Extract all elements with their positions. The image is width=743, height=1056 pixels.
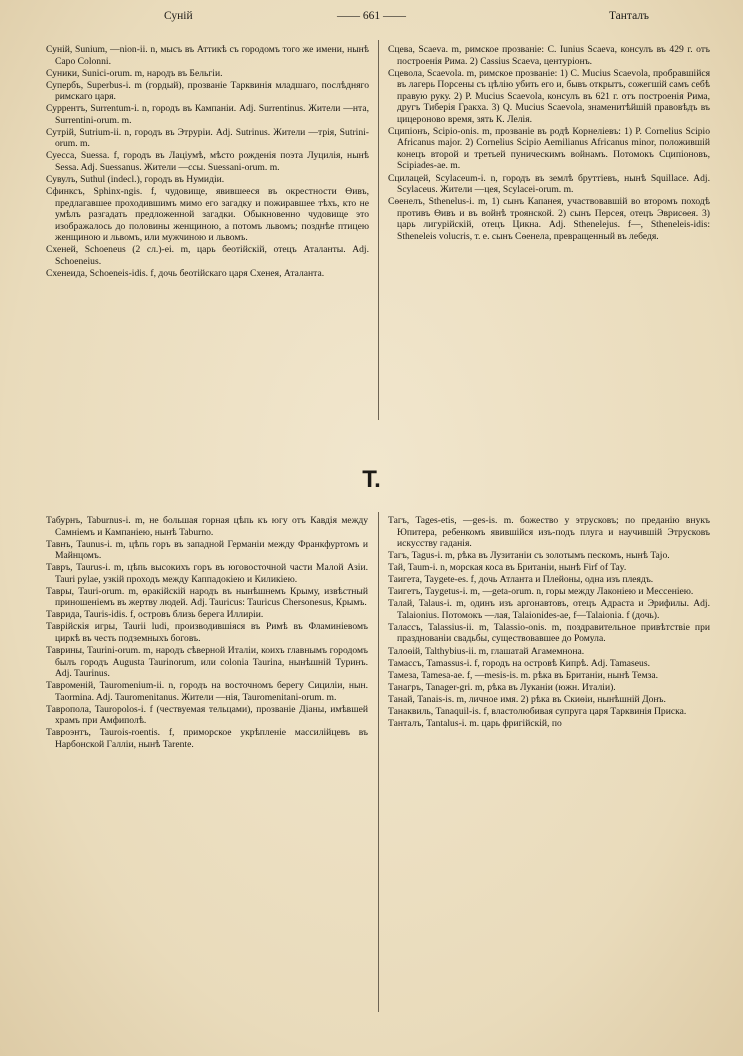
page-number: —— 661 —— xyxy=(337,10,406,22)
dictionary-entry: Сцевола, Scaevola. m, римское прозваніе: 1) C. Mucius Scaevola, пробравшійся въ лагерь Порсены съ цѣлію убить его и, бывъ открытъ, сожегшій самъ себѣ правую руку. 2) P. Mucius Scaevola, консулъ въ 621 г. отъ построенія Рима, другъ Тиберія Гракха. 3) Q. Mucius Scaevola, знаменитѣйшій правовѣдъ въ цицероново время, зять К. Лелія. xyxy=(388,67,710,125)
dictionary-entry: Талоѳій, Talthybius-ii. m, глашатай Агамемнона. xyxy=(388,645,585,657)
dictionary-entry: Схеней, Schoeneus (2 сл.)-ei. m, царь беотійскій, отецъ Аталанты. Adj. Schoeneius. xyxy=(46,244,369,267)
dictionary-entry: Танаквиль, Tanaquil-is. f, властолюбивая супруга царя Тарквинія Приска. xyxy=(388,705,687,717)
page-header xyxy=(46,8,697,30)
dictionary-entry: Тай, Taum-i. n, морская коса въ Британіи, нынѣ Firf of Tay. xyxy=(388,562,627,574)
dictionary-entry: Талассъ, Talassius-ii. m, Talassio-onis. m, поздравительное привѣтствіе при празднованіи свадьбы, существовавшее до Ромула. xyxy=(388,621,710,645)
dictionary-entry: Сцилацей, Scylaceum-i. n, городъ въ землѣ бруттіевъ, нынѣ Squillace. Adj. Scylaceus. Жители —цея, Scylacei-orum. m. xyxy=(388,172,710,196)
section-letter-heading: Т. xyxy=(362,466,381,493)
header-right-guide-word: Танталъ xyxy=(608,10,649,22)
dictionary-entry: Тамассъ, Tamassus-i. f, городъ на островѣ Кипрѣ. Adj. Tamaseus. xyxy=(388,657,650,669)
dictionary-entry: Таврины, Taurini-orum. m, народъ сѣверной Италіи, коихъ главнымъ городомъ былъ городъ Augusta Taurinorum, или colonia Taurina, нынѣшній Туринъ. Adj. Taurinus. xyxy=(46,645,368,680)
dictionary-entry: Тавроменій, Tauromenium-ii. n, городъ на восточномъ берегу Сициліи, нын. Taormina. Adj. Tauromenitanus. Жители —нія, Tauromenitani-orum. m. xyxy=(46,680,368,703)
dictionary-entry: Таигета, Taygete-es. f, дочь Атланта и Плейоны, одна изъ плеядъ. xyxy=(388,574,654,586)
dictionary-entry: Танай, Tanais-is. m, личное имя. 2) рѣка въ Скиѳіи, нынѣшній Донъ. xyxy=(388,693,666,705)
dictionary-entry: Талай, Talaus-i. m, одинъ изъ аргонавтовъ, отецъ Адраста и Эрифилы. Adj. Talaionius. Потомокъ —лая, Talaionides-ae, f—Talaionia. f (дочь). xyxy=(388,598,710,621)
dictionary-entry: Схенеида, Schoeneis-idis. f, дочь беотійскаго царя Схенея, Аталанта. xyxy=(46,267,325,279)
dictionary-entry: Таврійскія игры, Taurii ludi, производившіяся въ Римѣ въ Фламиніевомъ циркѣ въ честь подземныхъ боговъ. xyxy=(46,621,368,644)
dictionary-entry: Табурнъ, Taburnus-i. m, не большая горная цѣпь къ югу отъ Кавдія между Самніемъ и Кампаніею, нынѣ Taburno. xyxy=(46,515,368,538)
column-4 xyxy=(388,515,710,730)
dictionary-entry: Тагъ, Tagus-i. m, рѣка въ Лузитаніи съ золотымъ пескомъ, нынѣ Tajo. xyxy=(388,550,670,562)
dictionary-entry: Тавнъ, Taunus-i. m, цѣпь горъ въ западной Германіи между Франкфуртомъ и Майнцомъ. xyxy=(46,538,368,562)
column-2 xyxy=(388,44,710,243)
dictionary-entry: Таигетъ, Taygetus-i. m, —geta-orum. n, горы между Лаконіею и Мессеніею. xyxy=(388,586,694,598)
dictionary-entry: Сѳенелъ, Sthenelus-i. m, 1) сынъ Капанея, участвовавшій во второмъ походѣ противъ Ѳивъ и въ войнѣ троянской. 2) сынъ Персея, отецъ Эврисѳея. 3) царь лигурійскій, отецъ Цикна. Adj. Sthenelejus. f—, Stheneleis-idis: Stheneleis volucris, т. е. сынъ Сѳенела, превращенный въ лебедя. xyxy=(388,196,710,242)
dictionary-entry: Суники, Sunici-orum. m, народъ въ Бельгіи. xyxy=(46,67,223,79)
column-1 xyxy=(46,44,369,280)
dictionary-entry: Сципіонъ, Scipio-onis. m, прозваніе въ родѣ Корнеліевъ: 1) P. Cornelius Scipio Africanus major. 2) Cornelius Scipio Aemilianus Africanus minor, положившій конецъ второй и третьей пуническимъ войнамъ. Потомокъ Сципіоновъ, Scipiades-ae. m. xyxy=(388,125,710,172)
column-divider-top xyxy=(378,40,379,420)
dictionary-entry: Тамеза, Tamesa-ae. f, —mesis-is. m. рѣка въ Британіи, нынѣ Темза. xyxy=(388,669,659,681)
dictionary-entry: Тагъ, Tages-etis, —ges-is. m. божество у этрусковъ; по преданію внукъ Юпитера, ребенкомъ явившійся изъ-подъ плуга и научившій Этрусковъ искусству гаданія. xyxy=(388,515,710,550)
dictionary-entry: Сувулъ, Suthul (indecl.), городъ въ Нумидіи. xyxy=(46,174,225,186)
dictionary-entry: Танталъ, Tantalus-i. m. царь фригійскій, по xyxy=(388,717,562,729)
dictionary-entry: Таврида, Tauris-idis. f, островъ близь берега Иллиріи. xyxy=(46,609,264,621)
column-divider-bottom xyxy=(378,512,379,1012)
dictionary-entry: Суррентъ, Surrentum-i. n, городъ въ Кампаніи. Adj. Surrentinus. Жители —нта, Surrentini-orum. m. xyxy=(46,103,369,126)
header-left-guide-word: Суній xyxy=(164,10,193,22)
dictionary-entry: Супербъ, Superbus-i. m (гордый), прозваніе Тарквинія младшаго, послѣдняго римскаго царя. xyxy=(46,79,369,103)
dictionary-entry: Таврополa, Tauropolos-i. f (чествуемая тельцами), прозваніе Діаны, имѣвшей храмъ при Амфиполѣ. xyxy=(46,703,368,727)
dictionary-entry: Тавры, Tauri-orum. m, ѳракійскій народъ въ нынѣшнемъ Крыму, извѣстный приношеніемъ въ жертву людей. Adj. Tauricus: Tauricus Chersonesus, Крымъ. xyxy=(46,585,368,609)
dictionary-entry: Сфинксъ, Sphinx-ngis. f, чудовище, явившееся въ окрестности Ѳивъ, предлагавшее проходившимъ мимо его загадку и пожиравшее тѣхъ, кто не умѣлъ разгадать предложенной загадки. Обыкновенно чудовище это изображалось до половины женщиною, а потомъ львомъ; позднѣе птицею женщиною и львомъ, или мужчиною и львомъ. xyxy=(46,186,369,244)
dictionary-entry: Тавроэнтъ, Taurois-roentis. f, приморское укрѣпленіе массилійцевъ въ Нарбонской Галліи, нынѣ Tarente. xyxy=(46,727,368,750)
column-3 xyxy=(46,515,368,751)
dictionary-entry: Тавръ, Taurus-i. m, цѣпь высокихъ горъ въ юговосточной части Малой Азіи. Tauri pylae, узкій проходъ между Каппадокіею и Киликіею. xyxy=(46,562,368,585)
dictionary-entry: Сутрій, Sutrium-ii. n, городъ въ Этруріи. Adj. Sutrinus. Жители —трія, Sutrini-orum. m. xyxy=(46,126,369,150)
dictionary-entry: Сцева, Scaeva. m, римское прозваніе: C. Iunius Scaeva, консулъ въ 429 г. отъ построенія Рима. 2) Cassius Scaeva, центуріонъ. xyxy=(388,44,710,67)
dictionary-entry: Танагръ, Tanager-gri. m, рѣка въ Луканіи (южн. Италіи). xyxy=(388,681,616,693)
dictionary-entry: Суесса, Suessa. f, городъ въ Лаціумѣ, мѣсто рожденія поэта Луцилія, нынѣ Sessa. Adj. Suessanus. Жители —ссы. Suessani-orum. m. xyxy=(46,150,369,173)
dictionary-entry: Суній, Sunium, —nion-ii. n, мысъ въ Аттикѣ съ городомъ того же имени, нынѣ Capo Colonni. xyxy=(46,44,369,67)
